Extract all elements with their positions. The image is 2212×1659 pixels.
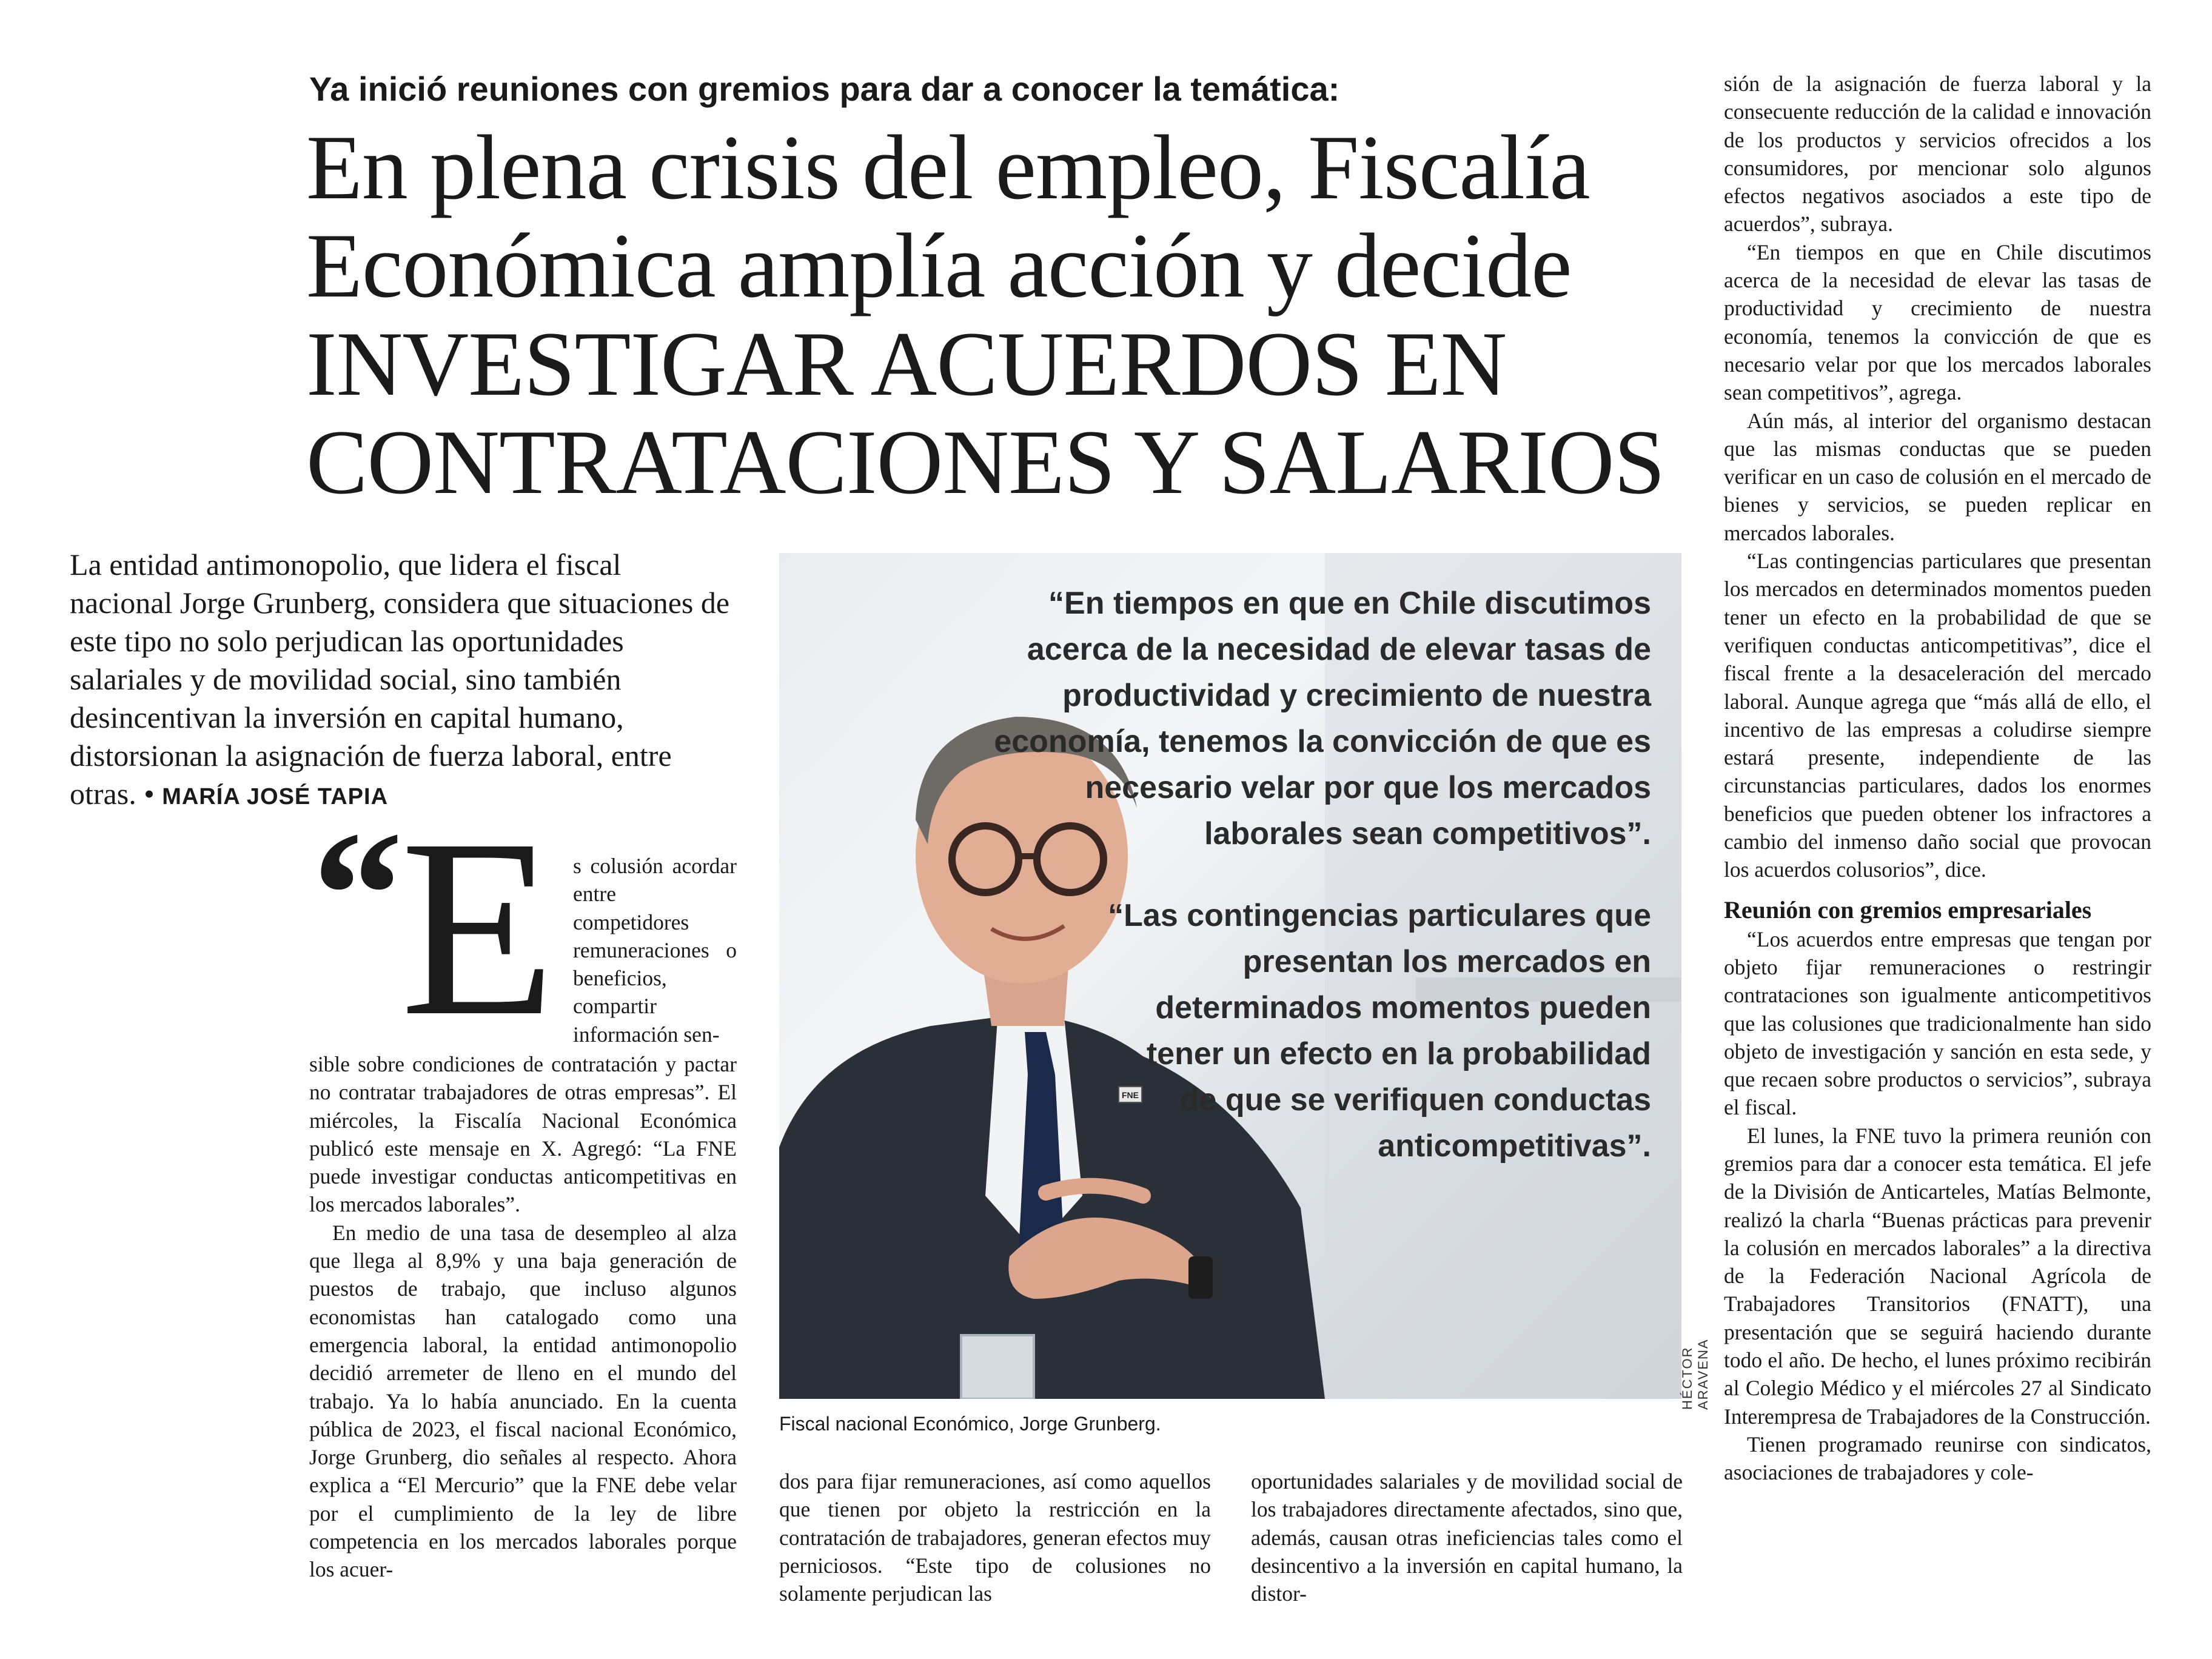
lapel-pin-label: FNE xyxy=(1122,1090,1139,1100)
column-2-text: dos para fijar remuneraciones, así como aquellos que tienen por objeto la restricción en la contratación de trabajadores, generan efectos muy perniciosos. “Este tipo de colusiones no solamente perjudican las xyxy=(779,1469,1211,1606)
pull-quote-1: “En tiempos en que en Chile discutimos acerca de la necesidad de elevar tasas de productividad y crecimiento de nuestra economía, tenemos la convicción de que es necesario velar por que los mercados laborales sean competitivos”. xyxy=(994,586,1651,851)
column-1-paragraph-2: En medio de una tasa de desempleo al alza que llega al 8,9% y una baja generación de puestos de trabajo, que incluso algunos economistas han catalogado como una emergencia laboral, la entidad antimonopolio decidió arremeter de lleno en el mundo del trabajo. Ya lo había anunciado. En la cuenta pública de 2023, el fiscal nacional Económico, Jorge Grunberg, dio señales al respecto. Ahora explica a “El Mercurio” que la FNE debe velar por el cumplimiento de la ley de libre competencia en los mercados laborales porque los acuer- xyxy=(309,1220,737,1582)
byline: MARÍA JOSÉ TAPIA xyxy=(162,784,389,809)
column-2 xyxy=(779,1467,1211,1607)
headline xyxy=(306,118,1701,511)
photo-credit: HÉCTOR ARAVENA xyxy=(1680,1338,1711,1410)
headline-line-3: INVESTIGAR ACUERDOS EN xyxy=(306,313,1507,415)
column-4-paragraph-4: “Las contingencias particulares que presentan los mercados en determinados momentos pueden tener un efecto en la probabilidad de que se verifiquen conductas anticompetitivas”, dice el fiscal frente a la desaceleración del mercado laboral. Aunque agrega que “más allá de ello, el incentivo de las empresas a coludirse siempre estará presente, independiente de las circunstancias particulares, dados los enormes beneficios que pueden obtener los infractores a cambio del inmenso daño social que provocan los acuerdos colusorios”, dice. xyxy=(1724,549,2151,882)
column-4-paragraph-5: “Los acuerdos entre empresas que tengan por objeto fijar remuneraciones o restringir contrataciones son igualmente anticompetitivos que las colusiones que tradicionalmente han sido objeto de investigación y sanción en esta sede, y que recaen sobre productos o servicios”, subraya el fiscal. xyxy=(1724,927,2151,1120)
open-quote-mark: “ xyxy=(312,794,403,995)
column-3 xyxy=(1251,1467,1683,1607)
headline-line-2: Económica amplía acción y decide xyxy=(306,215,1572,317)
subhead: Reunión con gremios empresariales xyxy=(1724,896,2092,923)
column-1-paragraph-1: sible sobre condiciones de contratación y pactar no contratar trabajadores de otras empresas”. El miércoles, la Fiscalía Nacional Económica publicó este mensaje en X. Agregó: “La FNE puede investigar conductas anticompetitivas en los mercados laborales”. xyxy=(309,1052,737,1217)
kicker: Ya inició reuniones con gremios para dar a conocer la temática: xyxy=(309,70,1340,108)
column-1-top xyxy=(573,852,737,1048)
lead-text: La entidad antimonopolio, que lidera el fiscal nacional Jorge Grunberg, considera que situaciones de este tipo no solo perjudican las oportunidades salariales y de movilidad social, sino también desincentivan la inversión en capital humano, distorsionan la asignación de fuerza laboral, entre otras. • xyxy=(70,548,730,811)
column-3-text: oportunidades salariales y de movilidad social de los trabajadores directamente afectados, sino que, además, causan otras ineficiencias tales como el desincentivo a la inversión en capital humano, la distor- xyxy=(1251,1469,1683,1606)
column-4-paragraph-1: sión de la asignación de fuerza laboral y la consecuente reducción de la calidad e innovación de los productos y servicios ofrecidos a los consumidores, por mencionar solo algunos efectos negativos asociados a este tipo de acuerdos”, subraya. xyxy=(1724,72,2151,236)
column-1 xyxy=(309,1050,737,1584)
photo-caption: Fiscal nacional Económico, Jorge Grunberg. xyxy=(779,1413,1161,1435)
column-4-paragraph-3: Aún más, al interior del organismo destacan que las mismas conductas que se pueden verificar en un caso de colusión en el mercado de bienes y servicios, se pueden replicar en mercados laborales. xyxy=(1724,408,2151,545)
pull-quote-2: “Las contingencias particulares que presentan los mercados en determinados momentos pueden tener un efecto en la probabilidad de que se verifiquen conductas anticompetitivas”. xyxy=(1108,898,1651,1164)
headline-line-4: CONTRATACIONES Y SALARIOS xyxy=(306,411,1665,513)
lead-paragraph xyxy=(70,546,731,816)
photo xyxy=(779,553,1681,1399)
headline-line-1: En plena crisis del empleo, Fiscalía xyxy=(306,116,1590,218)
column-4-paragraph-2: “En tiempos en que en Chile discutimos acerca de la necesidad de elevar las tasas de productividad y crecimiento de nuestra economía, tenemos la convicción de que es necesario velar por que los mercados laborales sean competitivos”, agrega. xyxy=(1724,240,2151,405)
drop-cap: E xyxy=(400,786,556,1068)
column-4 xyxy=(1724,70,2151,1487)
column-1-top-text: s colusión acordar entre competidores remuneraciones o beneficios, compartir información sen- xyxy=(573,854,737,1047)
column-4-paragraph-7: Tienen programado reunirse con sindicatos, asociaciones de trabajadores y cole- xyxy=(1724,1432,2151,1485)
column-4-paragraph-6: El lunes, la FNE tuvo la primera reunión con gremios para dar a conocer esta temática. El jefe de la División de Anticarteles, Matías Belmonte, realizó la charla “Buenas prácticas para prevenir la colusión en mercados laborales” a la directiva de la Federación Nacional Agrícola de Trabajadores Transitorios (FNATT), una presentación que se seguirá haciendo durante todo el año. De hecho, el lunes próximo recibirán al Colegio Médico y el miércoles 27 al Sindicato Interempresa de Trabajadores de la Construcción. xyxy=(1724,1123,2151,1429)
